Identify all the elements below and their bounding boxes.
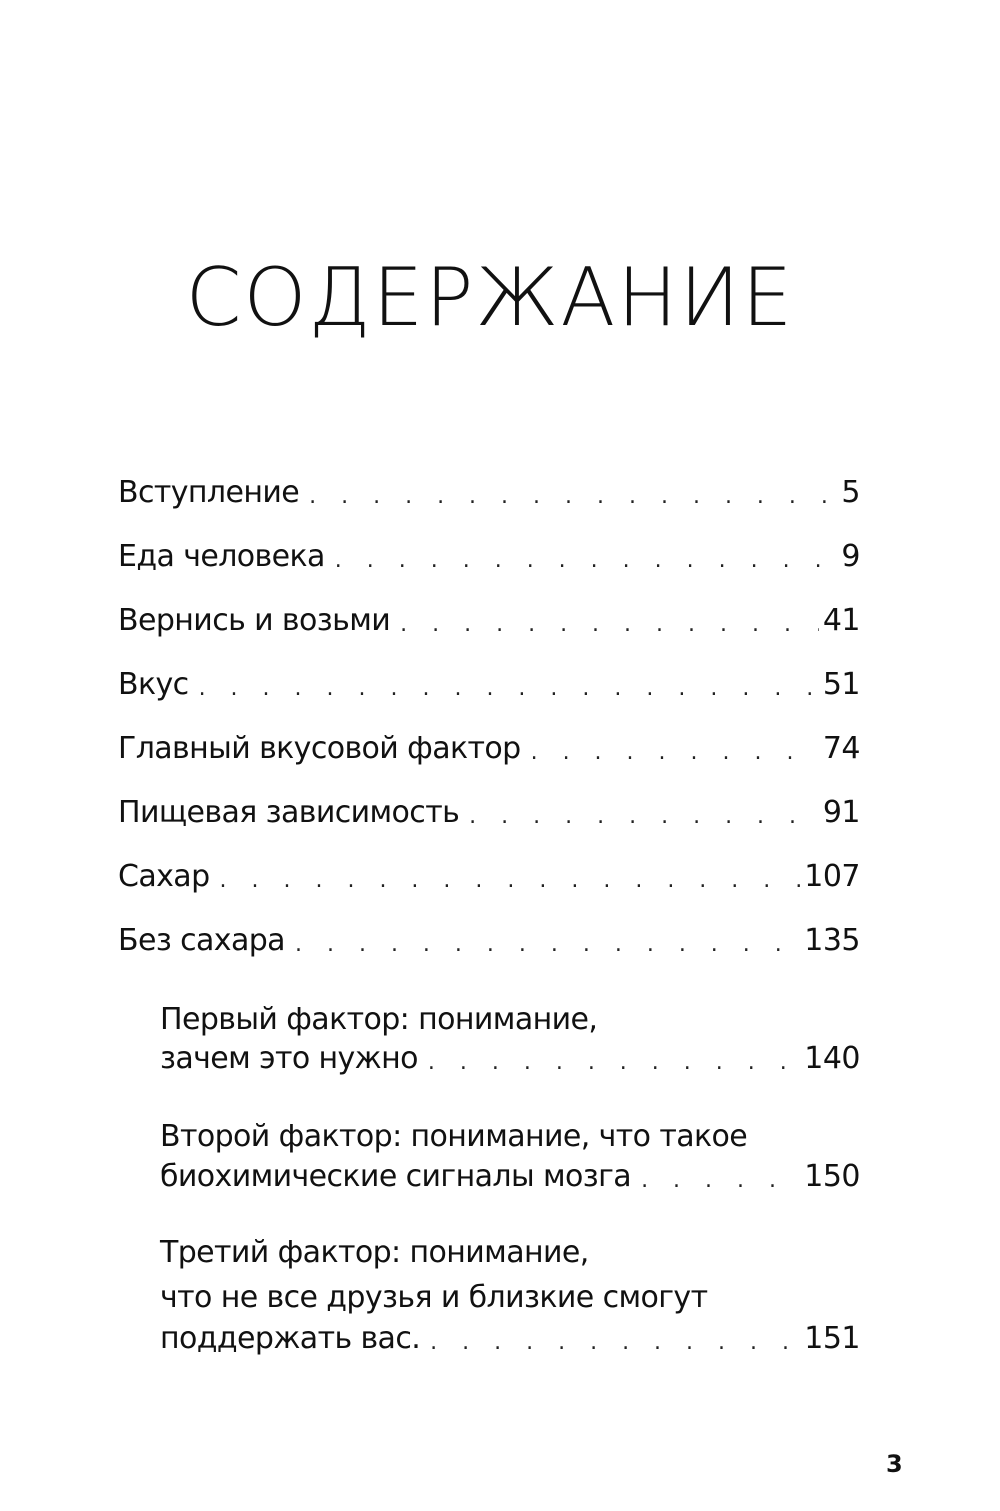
toc-entry-page: 51 (822, 667, 860, 702)
toc-entry (118, 923, 860, 958)
dot-leader (309, 486, 837, 508)
toc-entry-page: 135 (804, 923, 860, 958)
toc-subentry (160, 1041, 860, 1076)
toc-entry-label: Вкус (118, 667, 189, 702)
dot-leader (199, 678, 819, 700)
dot-leader (335, 550, 838, 572)
toc-entry-page: 5 (841, 475, 860, 510)
toc-entry (118, 667, 860, 702)
dot-leader (400, 614, 819, 636)
toc-entry-page: 9 (841, 539, 860, 574)
toc-entry-page: 91 (822, 795, 860, 830)
toc-subentry-page: 140 (804, 1041, 860, 1076)
toc-entry-label: Еда человека (118, 539, 325, 574)
toc-subentry-page: 150 (804, 1159, 860, 1194)
toc-subentry-label: поддержать вас. (160, 1321, 421, 1356)
toc-entry-label: Главный вкусовой фактор (118, 731, 521, 766)
toc-entry-label: Вступление (118, 475, 300, 510)
toc-subentry (160, 1159, 860, 1194)
toc-entry-page: 74 (822, 731, 860, 766)
toc-entry (118, 795, 860, 830)
toc-subentry-page: 151 (804, 1321, 860, 1356)
toc-entry (118, 475, 860, 510)
toc-entry (118, 731, 860, 766)
dot-leader (220, 870, 801, 892)
toc-entry-label: Сахар (118, 859, 210, 894)
page-number: 3 (886, 1450, 903, 1478)
toc-subentry-line: Первый фактор: понимание, (160, 1002, 598, 1037)
toc-subentry-line: Второй фактор: понимание, что такое (160, 1119, 748, 1154)
toc-entry-label: Без сахара (118, 923, 285, 958)
dot-leader (469, 806, 819, 828)
toc-entry (118, 539, 860, 574)
dot-leader (428, 1052, 800, 1074)
toc-subentry-line: Третий фактор: понимание, (160, 1235, 589, 1270)
page-title: СОДЕРЖАНИЕ (185, 251, 795, 344)
toc-subentry (160, 1321, 860, 1356)
toc-subentry-label: зачем это нужно (160, 1041, 418, 1076)
toc-entry-label: Вернись и возьми (118, 603, 391, 638)
toc-entry-label: Пищевая зависимость (118, 795, 460, 830)
dot-leader (531, 742, 819, 764)
toc-entry (118, 603, 860, 638)
toc-entry-page: 107 (804, 859, 860, 894)
toc-entry (118, 859, 860, 894)
toc-subentry-line: что не все друзья и близкие смогут (160, 1280, 708, 1315)
toc-entry-page: 41 (822, 603, 860, 638)
toc-subentry-label: биохимические сигналы мозга (160, 1159, 632, 1194)
dot-leader (641, 1170, 800, 1192)
dot-leader (430, 1332, 800, 1354)
dot-leader (295, 934, 800, 956)
